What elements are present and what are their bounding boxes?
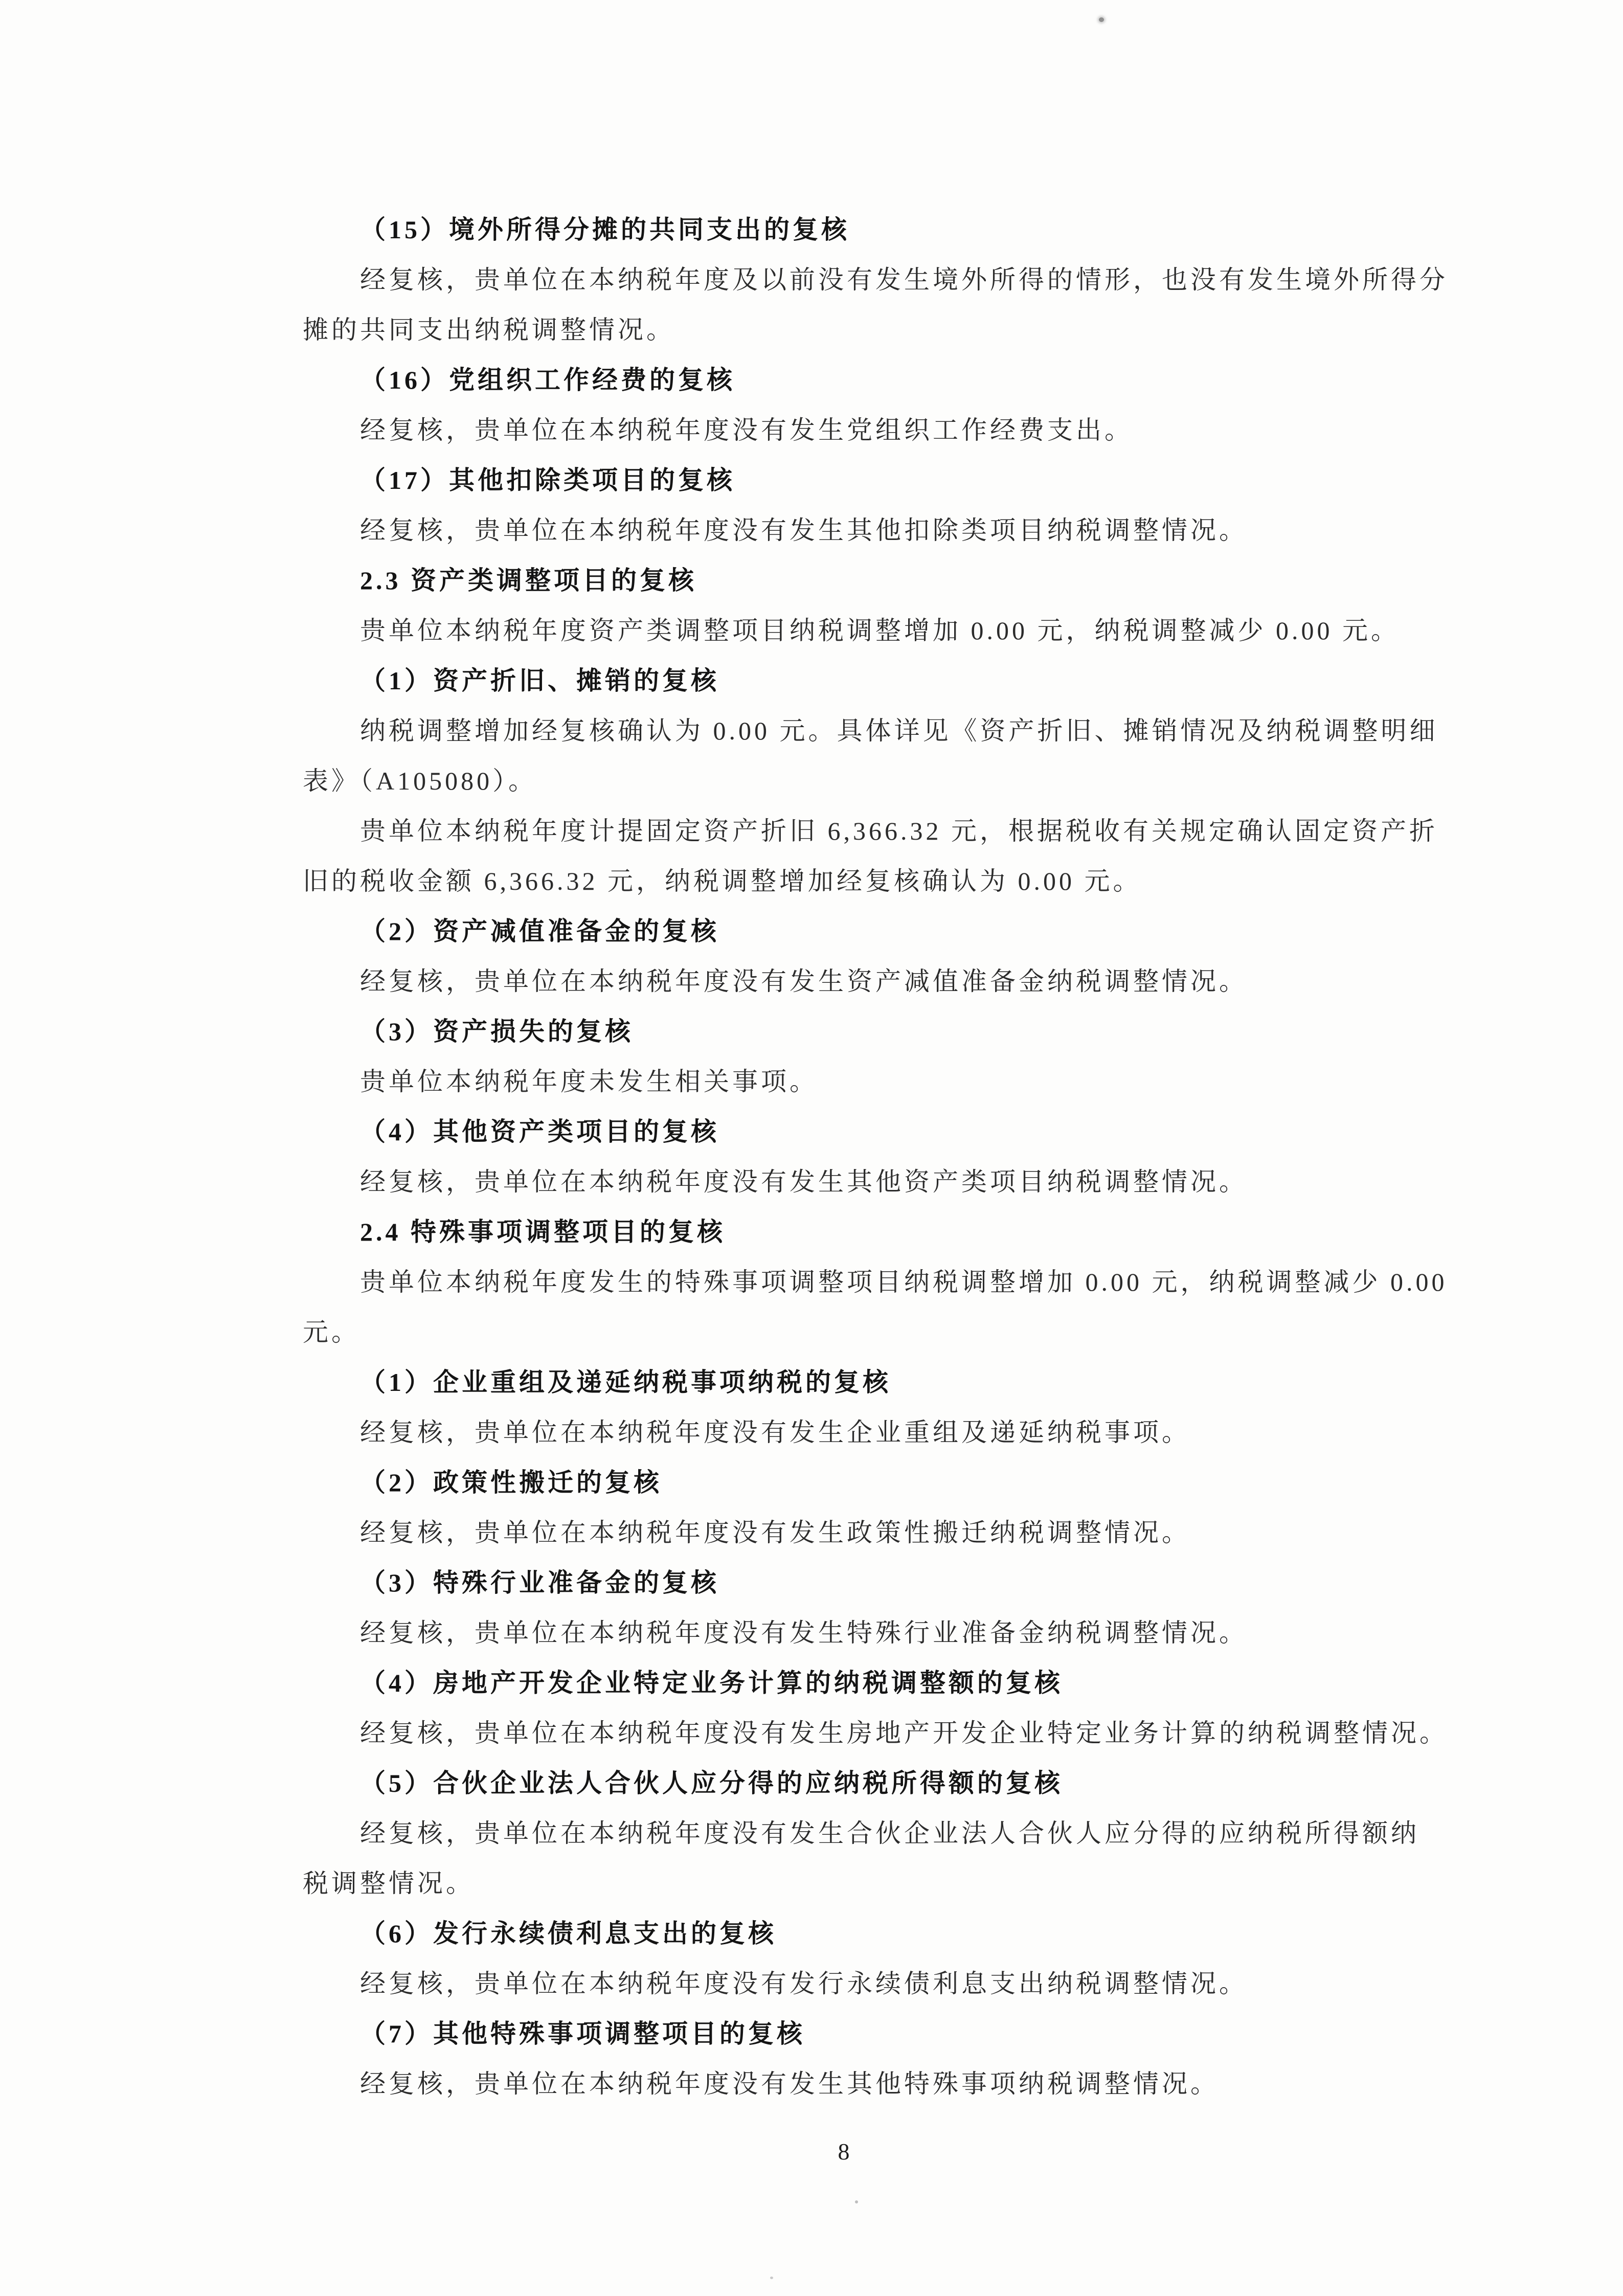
heading-item-17: （17）其他扣除类项目的复核	[360, 466, 735, 494]
scan-speck-top	[1099, 17, 1104, 22]
heading-special-item-4: （4）房地产开发企业特定业务计算的纳税调整额的复核	[360, 1669, 1063, 1697]
heading-special-item-1: （1）企业重组及递延纳税事项纳税的复核	[360, 1368, 891, 1397]
heading-section-2-4: 2.4 特殊事项调整项目的复核	[360, 1218, 726, 1246]
heading-special-item-5: （5）合伙企业法人合伙人应分得的应纳税所得额的复核	[360, 1769, 1063, 1797]
paragraph-item-15-line-1: 经复核，贵单位在本纳税年度及以前没有发生境外所得的情形，也没有发生境外所得分	[360, 265, 1448, 294]
paragraph-special-item-2: 经复核，贵单位在本纳税年度没有发生政策性搬迁纳税调整情况。	[360, 1518, 1190, 1547]
paragraph-asset-item-3: 贵单位本纳税年度未发生相关事项。	[360, 1067, 818, 1096]
paragraph-asset-item-2: 经复核，贵单位在本纳税年度没有发生资产减值准备金纳税调整情况。	[360, 967, 1248, 996]
heading-special-item-2: （2）政策性搬迁的复核	[360, 1468, 662, 1497]
paragraph-asset-item-4: 经复核，贵单位在本纳税年度没有发生其他资产类项目纳税调整情况。	[360, 1167, 1248, 1196]
heading-special-item-6: （6）发行永续债利息支出的复核	[360, 1919, 777, 1948]
scan-speck-bottom	[770, 2277, 773, 2279]
paragraph-item-17: 经复核，贵单位在本纳税年度没有发生其他扣除类项目纳税调整情况。	[360, 516, 1248, 545]
paragraph-section-2-3: 贵单位本纳税年度资产类调整项目纳税调整增加 0.00 元，纳税调整减少 0.00 元。	[360, 616, 1400, 645]
paragraph-special-item-6: 经复核，贵单位在本纳税年度没有发行永续债利息支出纳税调整情况。	[360, 1969, 1248, 1998]
paragraph-special-item-4: 经复核，贵单位在本纳税年度没有发生房地产开发企业特定业务计算的纳税调整情况。	[360, 1719, 1448, 1747]
paragraph-special-item-3: 经复核，贵单位在本纳税年度没有发生特殊行业准备金纳税调整情况。	[360, 1618, 1248, 1647]
paragraph-asset-item-1b-line-2: 旧的税收金额 6,366.32 元，纳税调整增加经复核确认为 0.00 元。	[303, 867, 1142, 895]
heading-section-2-3: 2.3 资产类调整项目的复核	[360, 566, 697, 595]
paragraph-asset-item-1a-line-1: 纳税调整增加经复核确认为 0.00 元。具体详见《资产折旧、摊销情况及纳税调整明细	[360, 716, 1438, 745]
heading-item-15: （15）境外所得分摊的共同支出的复核	[360, 215, 850, 244]
heading-asset-item-4: （4）其他资产类项目的复核	[360, 1117, 719, 1146]
heading-special-item-7: （7）其他特殊事项调整项目的复核	[360, 2019, 805, 2048]
heading-item-16: （16）党组织工作经费的复核	[360, 366, 735, 394]
heading-asset-item-1: （1）资产折旧、摊销的复核	[360, 666, 719, 695]
paragraph-section-2-4-line-1: 贵单位本纳税年度发生的特殊事项调整项目纳税调整增加 0.00 元，纳税调整减少 0.00	[360, 1268, 1448, 1296]
document-body	[303, 205, 1458, 2109]
paragraph-item-15-line-2: 摊的共同支出纳税调整情况。	[303, 316, 675, 344]
paragraph-special-item-5-line-1: 经复核，贵单位在本纳税年度没有发生合伙企业法人合伙人应分得的应纳税所得额纳	[360, 1819, 1419, 1848]
paragraph-item-16: 经复核，贵单位在本纳税年度没有发生党组织工作经费支出。	[360, 416, 1133, 444]
page-number: 8	[838, 2139, 850, 2165]
heading-special-item-3: （3）特殊行业准备金的复核	[360, 1568, 719, 1597]
paragraph-special-item-5-line-2: 税调整情况。	[303, 1869, 475, 1898]
paragraph-special-item-7: 经复核，贵单位在本纳税年度没有发生其他特殊事项纳税调整情况。	[360, 2069, 1219, 2098]
paragraph-asset-item-1b-line-1: 贵单位本纳税年度计提固定资产折旧 6,366.32 元，根据税收有关规定确认固定资产折	[360, 817, 1438, 845]
scan-speck-middle	[855, 2200, 858, 2203]
heading-asset-item-3: （3）资产损失的复核	[360, 1017, 634, 1046]
paragraph-special-item-1: 经复核，贵单位在本纳税年度没有发生企业重组及递延纳税事项。	[360, 1418, 1190, 1447]
heading-asset-item-2: （2）资产减值准备金的复核	[360, 917, 719, 946]
paragraph-asset-item-1a-line-2: 表》（A105080）。	[303, 767, 537, 795]
paragraph-section-2-4-line-2: 元。	[303, 1318, 360, 1346]
